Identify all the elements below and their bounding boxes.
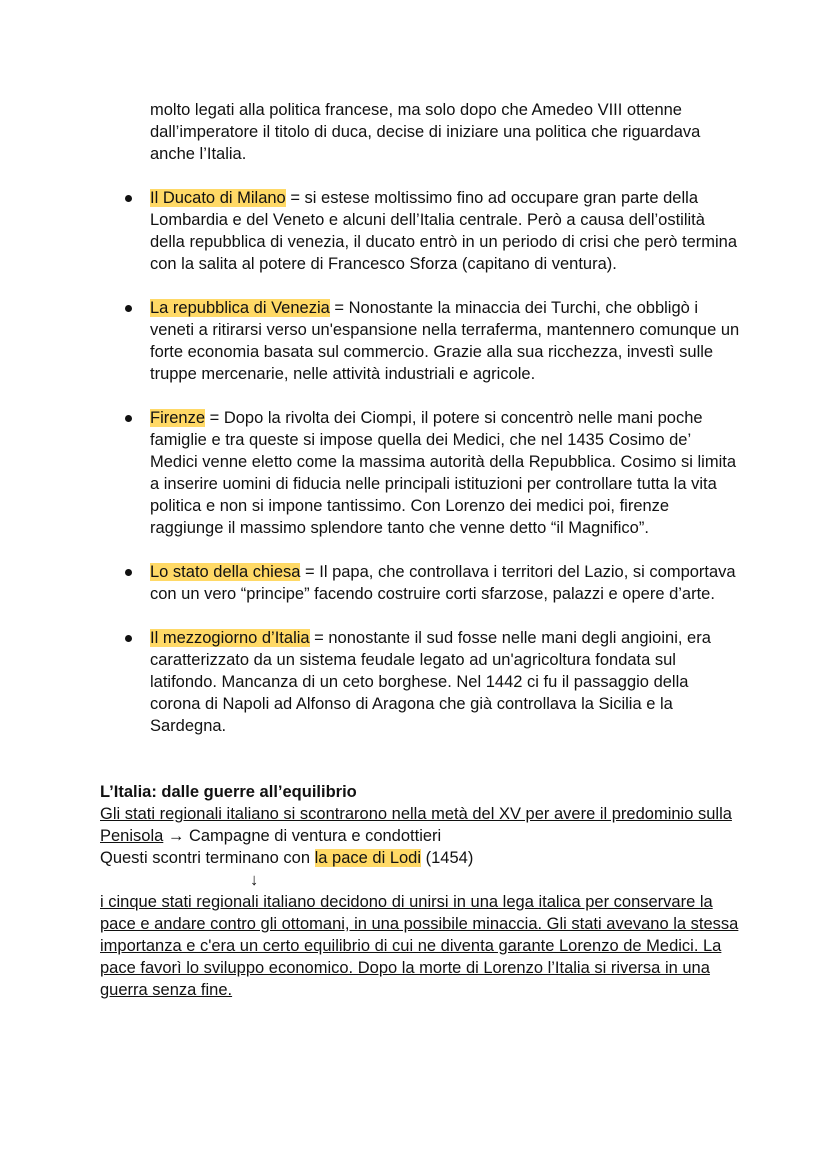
- line-rest: → Campagne di ventura e condottieri: [163, 827, 442, 845]
- list-item: [150, 187, 740, 275]
- item-text: = Il papa, che controllava i territori del Lazio, si comportava con un vero “principe” facendo costruire corti sfarzose, palazzi e opere d’arte.: [150, 563, 736, 603]
- section-line-2: [100, 847, 740, 869]
- list-item: [150, 627, 740, 737]
- highlighted-term: Lo stato della chiesa: [150, 563, 301, 581]
- bullet-icon: [125, 635, 132, 642]
- item-text: = Dopo la rivolta dei Ciompi, il potere si concentrò nelle mani poche famiglie e tra queste si impose quella dei Medici, che nel 1435 Cosimo de’ Medici venne eletto come la massima autorità della Repubblica. Cosimo si limita a inserire uomini di fiducia nelle principali istituzioni per controllare tutta la vita politica e non si impone tantissimo. Con Lorenzo dei medici poi, firenze raggiunge il massimo splendore tanto che venne detto “il Magnifico”.: [150, 409, 737, 537]
- line-suffix: (1454): [421, 849, 474, 867]
- bullet-icon: [125, 415, 132, 422]
- section-title: L’Italia: dalle guerre all’equilibrio: [100, 783, 357, 801]
- intro-paragraph: molto legati alla politica francese, ma solo dopo che Amedeo VIII ottenne dall’imperatore il titolo di duca, decise di iniziare una politica che riguardava anche l’Italia.: [150, 101, 701, 163]
- bullet-icon: [125, 569, 132, 576]
- section-line-1: [100, 803, 740, 847]
- list-item: [150, 407, 740, 539]
- bullet-icon: [125, 195, 132, 202]
- highlighted-term: La repubblica di Venezia: [150, 299, 330, 317]
- highlighted-term: Il Ducato di Milano: [150, 189, 286, 207]
- highlighted-term: Il mezzogiorno d’Italia: [150, 629, 310, 647]
- item-text: = si estese moltissimo fino ad occupare gran parte della Lombardia e del Veneto e alcuni dell’Italia centrale. Però a causa dell’ostilità della repubblica di venezia, il ducato entrò in un periodo di crisi che però termina con la salita al potere di Francesco Sforza (capitano di ventura).: [150, 189, 738, 273]
- section-italia: [100, 781, 740, 1001]
- highlighted-term: la pace di Lodi: [314, 849, 422, 867]
- bullet-icon: [125, 305, 132, 312]
- underlined-text: Gli stati regionali italiano si scontrarono nella metà del XV per avere il predominio sulla Penisola: [100, 805, 732, 845]
- line-prefix: Questi scontri terminano con: [100, 849, 315, 867]
- highlighted-term: Firenze: [150, 409, 206, 427]
- list-item: [150, 561, 740, 605]
- arrow-down-icon: ↓: [250, 871, 259, 889]
- item-text: = Nonostante la minaccia dei Turchi, che obbligò i veneti a ritirarsi verso un'espansione nella terraferma, mantennero comunque un forte economia basata sul commercio. Grazie alla sua ricchezza, investì sulle truppe mercenarie, nelle attività industriali e agricole.: [150, 299, 740, 383]
- list-item: [150, 297, 740, 385]
- conclusion-paragraph: i cinque stati regionali italiano decidono di unirsi in una lega italica per conservare la pace e andare contro gli ottomani, in una possibile minaccia. Gli stati avevano la stessa importanza e c'era un certo equilibrio di cui ne diventa garante Lorenzo de Medici. La pace favorì lo sviluppo economico. Dopo la morte di Lorenzo l’Italia si riversa in una guerra senza fine.: [100, 893, 739, 999]
- state-list: [150, 187, 740, 759]
- item-text: = nonostante il sud fosse nelle mani degli angioini, era caratterizzato da un sistema feudale legato ad un'agricoltura fondata sul latifondo. Mancanza di un ceto borghese. Nel 1442 ci fu il passaggio della corona di Napoli ad Alfonso di Aragona che già controllava la Sicilia e la Sardegna.: [150, 629, 711, 735]
